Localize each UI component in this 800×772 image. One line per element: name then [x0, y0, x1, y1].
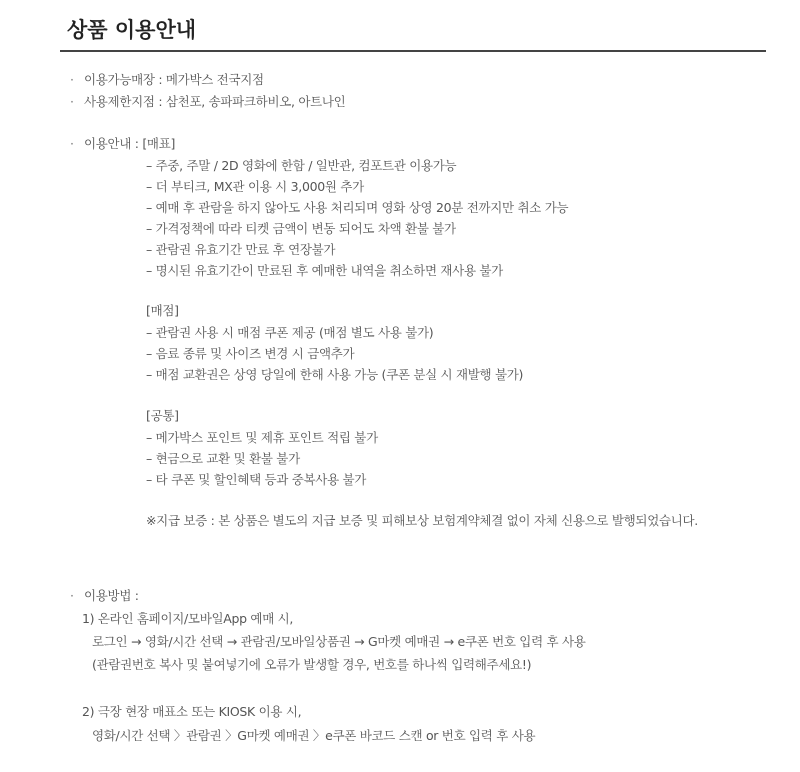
ticket-item: – 예매 후 관람을 하지 않아도 사용 처리되며 영화 상영 20분 전까지만 취소 가능: [146, 200, 569, 215]
common-heading: [공통]: [146, 408, 179, 423]
method-step1-flow: 로그인 → 영화/시간 선택 → 관람권/모바일상품권 → G마켓 예매권 → e쿠폰 번호 입력 후 사용: [92, 634, 586, 649]
ticket-item: – 주중, 주말 / 2D 영화에 한함 / 일반관, 컴포트관 이용가능: [146, 158, 457, 173]
store-item: – 음료 종류 및 사이즈 변경 시 금액추가: [146, 346, 355, 361]
store-item: – 관람권 사용 시 매점 쿠폰 제공 (매점 별도 사용 불가): [146, 325, 434, 340]
bullet-icon: ·: [70, 136, 74, 151]
common-item: – 메가박스 포인트 및 제휴 포인트 적립 불가: [146, 430, 378, 445]
available-venues-text: 이용가능매장 : 메가박스 전국지점: [84, 72, 264, 87]
usage-info-heading: [70, 134, 175, 154]
method-step1-note: (관람권번호 복사 및 붙여넣기에 오류가 발생할 경우, 번호를 하나씩 입력해주세요!): [92, 657, 532, 672]
common-item: – 현금으로 교환 및 환불 불가: [146, 451, 300, 466]
usage-method-heading-text: 이용방법 :: [84, 588, 139, 603]
guarantee-note: ※지급 보증 : 본 상품은 별도의 지급 보증 및 피해보상 보험계약체결 없이 자체 신용으로 발행되었습니다.: [146, 513, 698, 528]
method-step1-title: 1) 온라인 홈페이지/모바일App 예매 시,: [82, 611, 294, 626]
common-item: – 타 쿠폰 및 할인혜택 등과 중복사용 불가: [146, 472, 367, 487]
ticket-item: – 관람권 유효기간 만료 후 연장불가: [146, 242, 336, 257]
store-item: – 매점 교환권은 상영 당일에 한해 사용 가능 (쿠폰 분실 시 재발행 불가): [146, 367, 524, 382]
method-step2-flow: 영화/시간 선택 〉관람권 〉G마켓 예매권 〉e쿠폰 바코드 스캔 or 번호 입력 후 사용: [92, 728, 536, 743]
ticket-item: – 가격정책에 따라 티켓 금액이 변동 되어도 차액 환불 불가: [146, 221, 456, 236]
available-venues: [70, 70, 264, 90]
title-divider: [60, 50, 766, 52]
ticket-item: – 더 부티크, MX관 이용 시 3,000원 추가: [146, 179, 364, 194]
method-step2-title: 2) 극장 현장 매표소 또는 KIOSK 이용 시,: [82, 704, 302, 719]
usage-method-heading: [70, 586, 139, 606]
restricted-venues-text: 사용제한지점 : 삼천포, 송파파크하비오, 아트나인: [84, 94, 346, 109]
store-heading: [매점]: [146, 303, 179, 318]
restricted-venues: [70, 92, 345, 112]
bullet-icon: ·: [70, 72, 74, 87]
bullet-icon: ·: [70, 588, 74, 603]
bullet-icon: ·: [70, 94, 74, 109]
ticket-item: – 명시된 유효기간이 만료된 후 예매한 내역을 취소하면 재사용 불가: [146, 263, 503, 278]
usage-info-heading-text: 이용안내 : [매표]: [84, 136, 176, 151]
page-title: 상품 이용안내: [67, 18, 197, 42]
